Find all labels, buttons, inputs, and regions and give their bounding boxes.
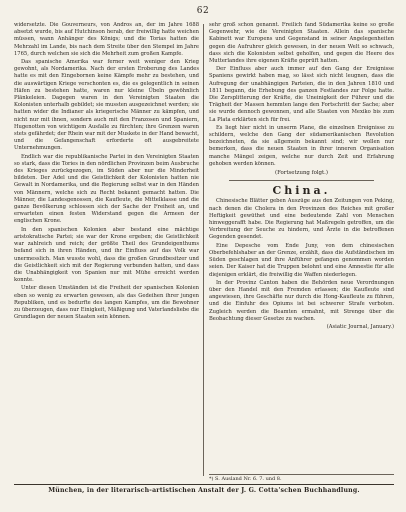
left-paragraph-3: Endlich war die republikanische Partei in den Vereinigten Staaten so stark, dass die Tories in den nördlichen Provinzen beim Ausbruche des Krieges zurückgezogen, im Süden aber nur die Minderheit bildeten. Der Adel und die Geistlichkeit der Kolonisten hatten nie Gewalt in Nordamerika, und die Regierung selbst war in den Händen von Männern, welche sich zu Recht bekannt gemacht hatten. Die Männer, die Landesgenossen, die Kaufleute, die Mittelklasse und die ganze Bevölkerung schlossen sich der Sache der Freiheit an, und erwarteten einen festen Widerstand gegen die Armeen der englischen Krone.: [14, 153, 199, 225]
china-paragraph-2: Eine Depesche vom Ende Juny, von dem chinesischen Oberbefehlshaber an der Grenze, erzählt, dass die Aufständischen im Süden geschlagen und ihre Anführer gefangen genommen worden seien. Der Kaiser hat die Truppen belohnt und eine Amnestie für alle diejenigen erklärt, die freiwillig die Waffen niederlegen.: [209, 242, 394, 278]
right-column: [209, 22, 394, 470]
china-paragraph-1: Chinesische Blätter geben Auszüge aus den Zeitungen von Peking, nach denen die Cholera in den Provinzen des Reiches mit großer Heftigkeit gewüthet und eine bedeutende Zahl von Menschen hinweggerafft habe. Die Regierung hat Maßregeln getroffen, um die Verbreitung der Seuche zu hindern, und Ärzte in die betroffenen Gegenden gesendet.: [209, 198, 394, 241]
footnote: *) S. Ausland Nr. 6. 7. und 8.: [209, 474, 394, 483]
publisher-imprint: München, in der literarisch-artistischen Anstalt der J. G. Cotta'schen Buchhandlung.: [48, 487, 360, 494]
column-divider: [203, 24, 204, 476]
left-paragraph-4: In den spanischen Kolonien aber bestand eine mächtige aristokratische Partei; sie war der Krone ergeben; die Geistlichkeit war zahlreich und reich; der größte Theil des Grundeigenthums befand sich in ihren Händen, und ihr Einfluss auf das Volk war unermesslich. Man wusste wohl, dass die großen Grundbesitzer und die Geistlichkeit sich mit der Regierung verbunden hatten, und dass die Unabhängigkeit von Spanien nur mit Mühe erreicht werden konnte.: [14, 226, 199, 284]
left-paragraph-1: widersetzte. Die Gouverneurs, von Andros an, der im Jahre 1688 absetzt wurde, bis auf Hutchinson herab, der freiwillig hatte weichen müssen, wann Anhänger des Königs; und die Torias hatten die Mehrzahl im Lande, bis nach dem Streite über den Stempel im Jahre 1765, durch welchen sie sich die Mehrheit zum großen Kampfe.: [14, 22, 199, 57]
right-paragraph-3: Es liegt hier nicht in unserm Plane, die einzelnen Ereignisse zu schildern, welche den Gang der südamerikanischen Revolution bezeichneten, da sie allgemein bekannt sind; wir wollen nur bemerken, dass die neuen Staaten in ihrer inneren Organisation manche Mängel zeigen, welche nur durch Zeit und Erfahrung gehoben werden können.: [209, 124, 394, 167]
left-column: [14, 22, 199, 470]
bottom-rule: [14, 484, 394, 485]
page-number: 62: [196, 6, 210, 16]
left-paragraph-2: Das spanische Amerika war ferner weit weniger den Krieg gewohnt, als Nordamerika. Nach der ersten Eroberung des Landes hatte es mit den Eingebornen keine Kämpfe mehr zu bestehen, und die auswärtigen Kriege verschonten es, die es gelegentlich in seinen Häfen zu bestehen hatte, waren nur kleine Übeln gewöhnlich Plänkeleien. Dagegen waren in den Vereinigten Staaten die Kolonisten unterhalb gebildet; sie mussten ausgezeichnet werden; sie hatten wider die Indianer als kriegerische Männer zu kämpfen, und nicht nur mit ihnen, sondern auch mit den Franzosen und Spaniern, Hugenotten von wichtigem Ausfalle zu fürchten; ihre Grenzen waren stets gefährdet; der Rhein war mit der Muskete in der Hand bewacht, und die Gefangenschaft erforderte oft ausgebreitete Unternehmungen.: [14, 59, 199, 152]
continued-note: (Fortsetzung folgt.): [274, 170, 328, 177]
source-citation: (Asiatic Journal, January.): [326, 323, 394, 330]
china-paragraph-3: In der Provinz Canton haben die Behörden neue Verordnungen über den Handel mit den Fremden erlassen; die Kaufleute sind angewiesen, ihre Geschäfte nur durch die Hong-Kaufleute zu führen, und die Einfuhr des Opiums ist bei schwerer Strafe verboten. Zugleich werden die Beamten ermahnt, mit Strenge über die Beobachtung dieser Gesetze zu wachen.: [209, 279, 394, 322]
left-paragraph-5: Unter diesen Umständen ist die Freiheit der spanischen Kolonien eben so wenig zu erwarten gewesen, als das Gedeihen ihrer jungen Republiken, und es bedurfte des langen Kampfes, um die Bewohner zu überzeugen, dass nur Einigkeit, Mäßigung und Vaterlandsliebe die Grundlagen der neuen Staaten sein können.: [14, 285, 199, 321]
right-paragraph-2: Der Einfluss aber auch immer auf den Gang der Ereignisse Spaniens gewirkt haben mag, so lässt sich nicht leugnen, dass die Aufregung der unabhängigen Parteien, die in den Jahren 1810 und 1811 begann, die Erhebung des ganzen Festlandes zur Folge hatte. Die Zersplitterung der Kräfte, die Uneinigkeit der Führer und die Trägheit der Massen hemmten lange den Fortschritt der Sache; aber sie wurde dennoch gewonnen, und alle Staaten von Mexiko bis zum La Plata erklärten sich für frei.: [209, 66, 394, 123]
right-paragraph-1: sehr groß schon genannt. Freilich fand Südamerika keine so große Gegenwehr, wie die Vereinigten Staaten. Allein das spanische Kabinett war Europens und Gegenstand in seiner Angelegenheiten gegen die Aufruhrer gleich gewesen, in der neuen Welt so schwach, dass sich die Kolonisten selbst geholfen, und gegen die Heere des Mutterlandes ihre eigenen Kräfte geprüft hatten.: [209, 22, 394, 65]
section-title-china: China.: [272, 184, 331, 198]
section-rule: [229, 180, 374, 181]
